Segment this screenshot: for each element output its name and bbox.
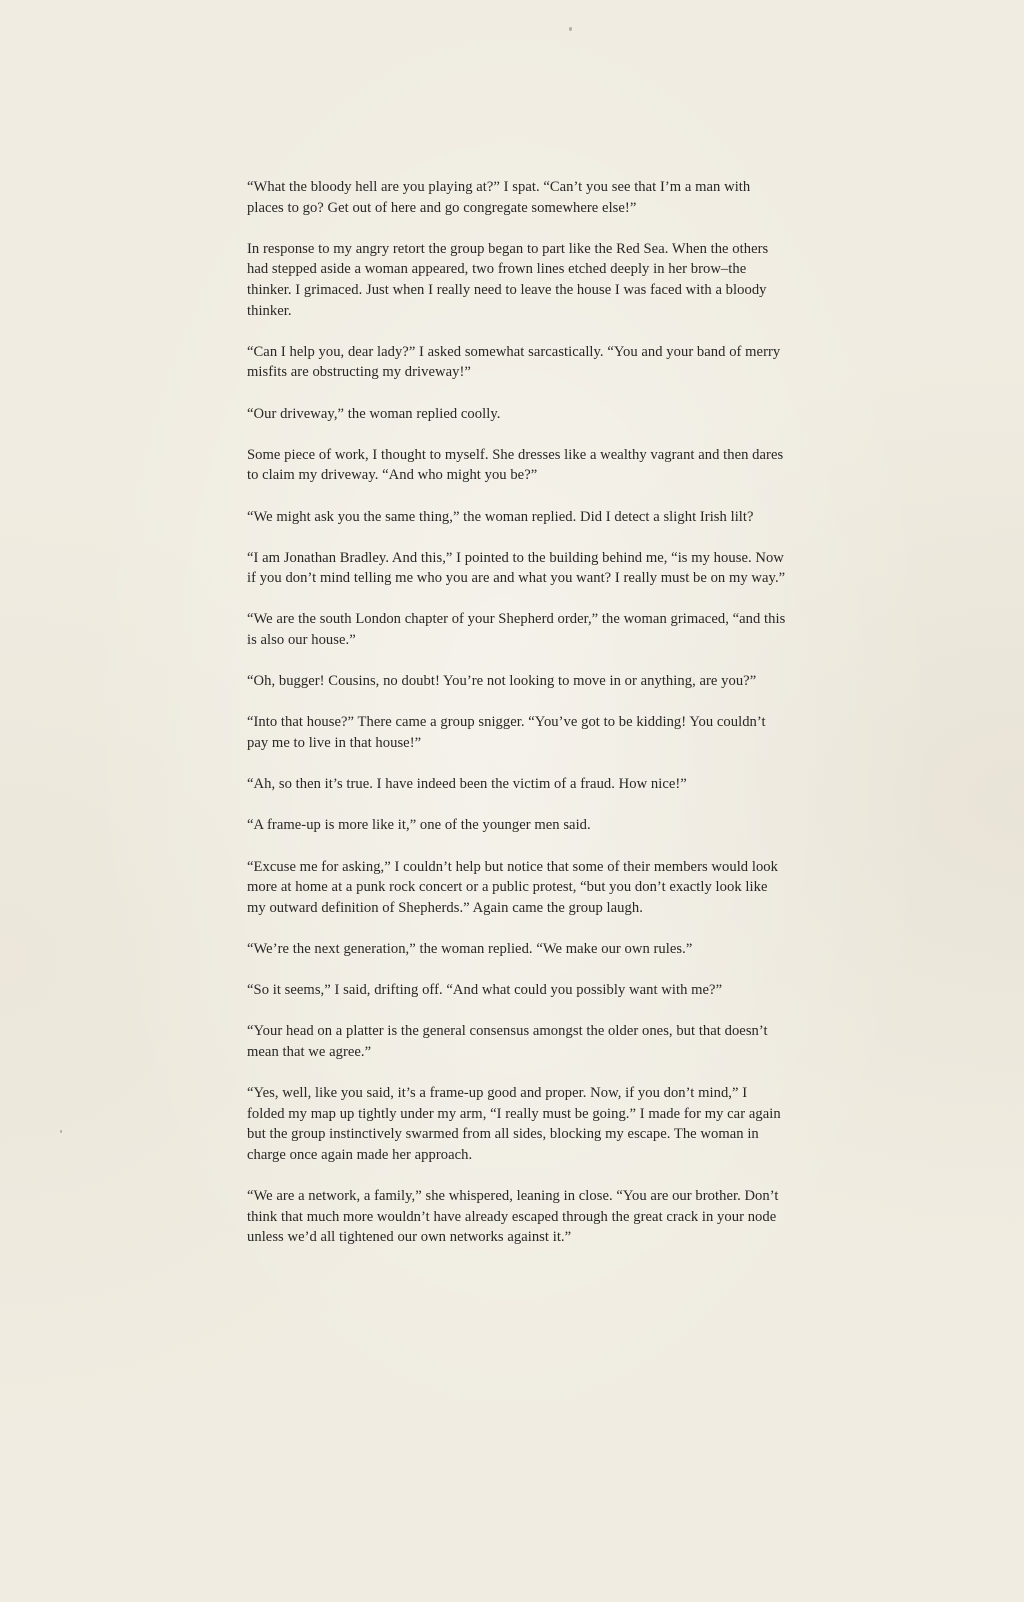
paragraph: “I am Jonathan Bradley. And this,” I pointed to the building behind me, “is my house. Now if you don’t mind telling me who you are and what you want? I really must be on my way.”: [247, 549, 786, 587]
paragraph: “Excuse me for asking,” I couldn’t help but notice that some of their members would look more at home at a punk rock concert or a public protest, “but you don’t exactly look like my outward definition of Shepherds.” Again came the group laugh.: [247, 858, 778, 916]
paragraph: In response to my angry retort the group began to part like the Red Sea. When the others had stepped aside a woman appeared, two frown lines etched deeply in her brow–the thinker. I grimaced. Just when I really need to leave the house I was faced with a bloody thinker.: [247, 240, 769, 319]
paragraph: “We’re the next generation,” the woman replied. “We make our own rules.”: [247, 940, 693, 957]
paper-speck: [60, 1130, 62, 1133]
paragraph: “We might ask you the same thing,” the woman replied. Did I detect a slight Irish lilt?: [247, 508, 754, 525]
paper-speck: [569, 27, 572, 31]
paragraph: “We are a network, a family,” she whispered, leaning in close. “You are our brother. Don’t think that much more wouldn’t have already escaped through the great crack in your node unless we’d all tightened our own networks against it.”: [247, 1188, 779, 1246]
paragraph: Some piece of work, I thought to myself. She dresses like a wealthy vagrant and then dares to claim my driveway. “And who might you be?”: [247, 446, 784, 484]
paragraph: “Our driveway,” the woman replied coolly.: [247, 405, 501, 422]
paragraph: “Ah, so then it’s true. I have indeed been the victim of a fraud. How nice!”: [247, 776, 687, 793]
paragraph: “Oh, bugger! Cousins, no doubt! You’re not looking to move in or anything, are you?”: [247, 673, 757, 690]
paragraph: “We are the south London chapter of your Shepherd order,” the woman grimaced, “and this is also our house.”: [247, 611, 786, 649]
paragraph: “What the bloody hell are you playing at?” I spat. “Can’t you see that I’m a man with places to go? Get out of here and go congregate somewhere else!”: [247, 179, 751, 216]
paragraph: “Can I help you, dear lady?” I asked somewhat sarcastically. “You and your band of merry misfits are obstructing my driveway!”: [247, 343, 781, 381]
page-text: [247, 177, 787, 1268]
paragraph: “Into that house?” There came a group snigger. “You’ve got to be kidding! You couldn’t pay me to live in that house!”: [247, 714, 766, 752]
paragraph: “So it seems,” I said, drifting off. “And what could you possibly want with me?”: [247, 982, 723, 999]
paragraph: “Yes, well, like you said, it’s a frame-up good and proper. Now, if you don’t mind,” I folded my map up tightly under my arm, “I really must be going.” I made for my car again but the group instinctively swarmed from all sides, blocking my escape. The woman in charge once again made her approach.: [247, 1085, 781, 1163]
paragraph: “A frame-up is more like it,” one of the younger men said.: [247, 817, 591, 834]
paragraph: “Your head on a platter is the general consensus amongst the older ones, but that doesn’t mean that we agree.”: [247, 1023, 768, 1060]
